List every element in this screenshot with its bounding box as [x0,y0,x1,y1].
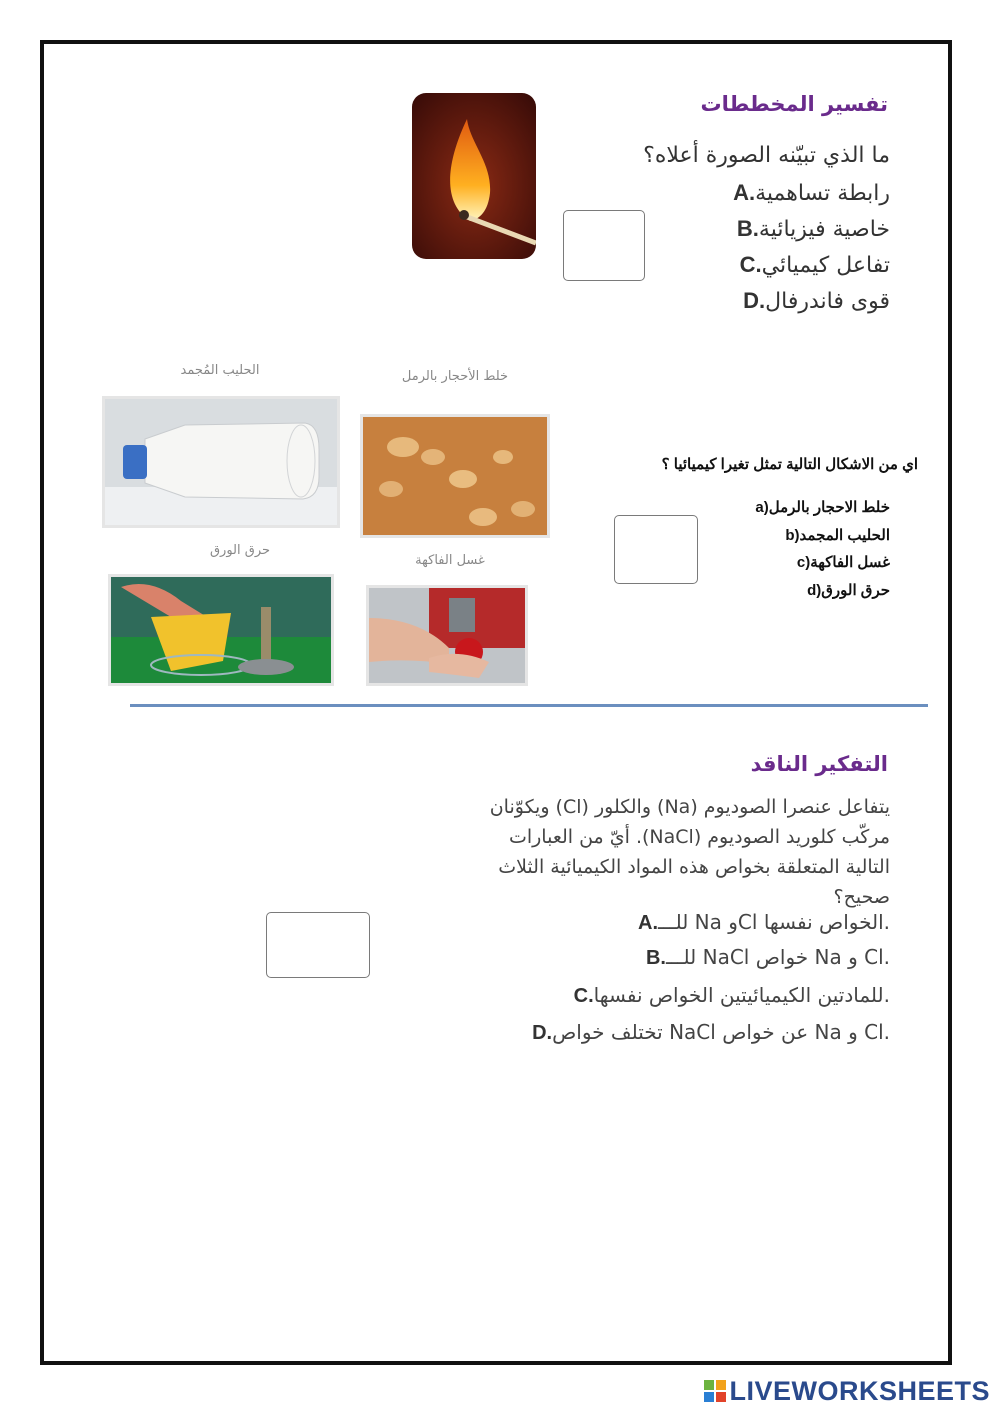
section1-title: تفسير المخططات [700,92,888,116]
liveworksheets-logo-icon [704,1380,726,1402]
section2-option-a[interactable]: a)خلط الاحجار بالرمل [755,499,890,516]
section-divider [130,704,928,707]
frozen-milk-image [102,396,340,528]
section2-option-b[interactable]: b)الحليب المجمد [785,527,890,544]
paragraph-line: يتفاعل عنصرا الصوديوم (Na) والكلور (Cl) ويكوّنان [489,796,890,818]
paragraph-line: صحيح؟ [833,886,890,908]
paragraph-line: التالية المتعلقة بخواص هذه المواد الكيميائية الثلاث [498,856,890,878]
section2-answer-box[interactable] [614,515,698,584]
washing-fruit-image [366,585,528,686]
section2-option-c[interactable]: c)غسل الفاكهة [796,554,890,571]
caption-milk: الحليب المُجمد [180,363,260,378]
paragraph-line: مركّب كلوريد الصوديوم (NaCl). أيّ من العبارات [508,826,890,848]
section3-option-b[interactable]: B.للـــ NaCl خواص Na و Cl. [645,945,890,969]
section3-answer-box[interactable] [266,912,370,978]
section3-title: التفكير الناقد [750,752,888,776]
section2-question: اي من الاشكال التالية تمثل تغيرا كيميائيا ؟ [661,456,918,473]
section1-option-d[interactable]: D.قوى فاندرفال [743,288,890,314]
liveworksheets-logo: LIVEWORKSHEETS [704,1376,990,1407]
section3-paragraph [330,792,890,912]
caption-paper: حرق الورق [209,543,271,558]
burning-paper-image [108,574,334,686]
section1-question: ما الذي تبيّنه الصورة أعلاه؟ [643,143,890,168]
section3-option-d[interactable]: D.تختلف خواص NaCl عن خواص Na و Cl. [532,1020,890,1044]
match-flame-image [412,93,536,259]
caption-fruit: غسل الفاكهة [415,553,485,568]
section3-option-a[interactable]: A.للـــ Na وCl الخواص نفسها. [638,910,890,934]
stones-sand-image [360,414,550,538]
section1-answer-box[interactable] [563,210,645,281]
section1-option-c[interactable]: C.تفاعل كيميائي [739,252,890,278]
section3-option-c[interactable]: C.للمادتين الكيميائيتين الخواص نفسها. [573,983,890,1007]
section1-option-b[interactable]: B.خاصية فيزيائية [736,216,890,242]
section2-option-d[interactable]: d)حرق الورق [807,582,890,599]
section1-option-a[interactable]: A.رابطة تساهمية [733,180,890,206]
caption-stones: خلط الأحجار بالرمل [401,369,509,384]
